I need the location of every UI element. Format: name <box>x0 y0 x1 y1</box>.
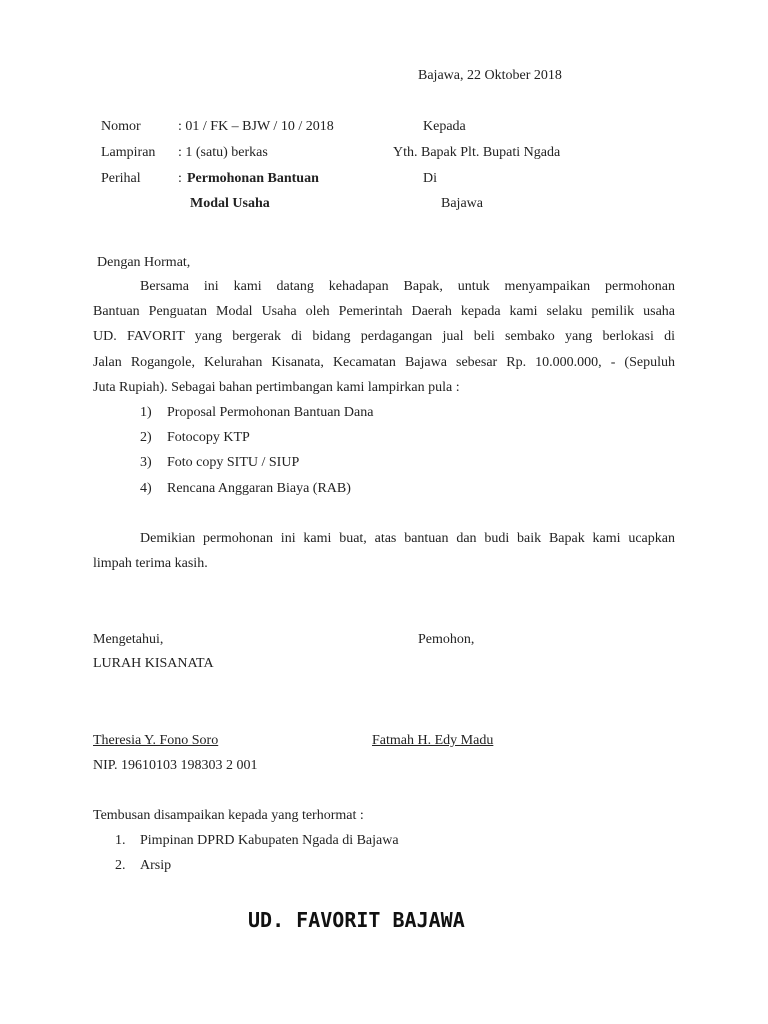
lurah-name: Theresia Y. Fono Soro <box>93 733 219 748</box>
recipient-kepada: Kepada <box>423 119 466 134</box>
attachment-item: Proposal Permohonan Bantuan Dana <box>167 405 374 420</box>
mengetahui-label: Mengetahui, <box>93 632 164 647</box>
perihal-value-1: Permohonan Bantuan <box>187 171 319 186</box>
lurah-nip: NIP. 19610103 198303 2 001 <box>93 758 258 773</box>
lurah-title: LURAH KISANATA <box>93 656 214 671</box>
company-footer-title: UD. FAVORIT BAJAWA <box>248 908 465 932</box>
attachment-number: 3) <box>140 455 152 470</box>
attachment-item: Rencana Anggaran Biaya (RAB) <box>167 481 351 496</box>
recipient-place: Bajawa <box>441 196 483 211</box>
perihal-value-2: Modal Usaha <box>190 196 270 211</box>
cc-heading: Tembusan disampaikan kepada yang terhormat : <box>93 808 364 823</box>
closing-line: Demikian permohonan ini kami buat, atas bantuan dan budi baik Bapak kami ucapkan <box>140 531 675 546</box>
nomor-value: : 01 / FK – BJW / 10 / 2018 <box>178 119 334 134</box>
body-line: UD. FAVORIT yang bergerak di bidang perdagangan jual beli sembako yang berlokasi di <box>93 329 675 344</box>
attachment-item: Foto copy SITU / SIUP <box>167 455 300 470</box>
body-line: Jalan Rogangole, Kelurahan Kisanata, Kecamatan Bajawa sebesar Rp. 10.000.000, - (Sepuluh <box>93 355 675 370</box>
recipient-di: Di <box>423 171 437 186</box>
perihal-colon: : <box>178 171 182 186</box>
cc-item: Pimpinan DPRD Kabupaten Ngada di Bajawa <box>140 833 399 848</box>
lampiran-label: Lampiran <box>101 145 156 160</box>
greeting: Dengan Hormat, <box>97 255 191 270</box>
lampiran-value: : 1 (satu) berkas <box>178 145 268 160</box>
cc-number: 1. <box>115 833 126 848</box>
cc-item: Arsip <box>140 858 172 873</box>
pemohon-name: Fatmah H. Edy Madu <box>372 733 494 748</box>
pemohon-label: Pemohon, <box>418 632 475 647</box>
attachment-number: 1) <box>140 405 152 420</box>
letter-date: Bajawa, 22 Oktober 2018 <box>418 68 562 83</box>
closing-line: limpah terima kasih. <box>93 556 208 571</box>
recipient-name: Yth. Bapak Plt. Bupati Ngada <box>393 145 561 160</box>
body-line: Bersama ini kami datang kehadapan Bapak, untuk menyampaikan permohonan <box>140 279 675 294</box>
attachment-item: Fotocopy KTP <box>167 430 250 445</box>
attachment-number: 2) <box>140 430 152 445</box>
body-line: Juta Rupiah). Sebagai bahan pertimbangan kami lampirkan pula : <box>93 380 460 395</box>
attachment-number: 4) <box>140 481 152 496</box>
perihal-label: Perihal <box>101 171 141 186</box>
cc-number: 2. <box>115 858 126 873</box>
body-line: Bantuan Penguatan Modal Usaha oleh Pemerintah Daerah kepada kami selaku pemilik usaha <box>93 304 675 319</box>
nomor-label: Nomor <box>101 119 141 134</box>
